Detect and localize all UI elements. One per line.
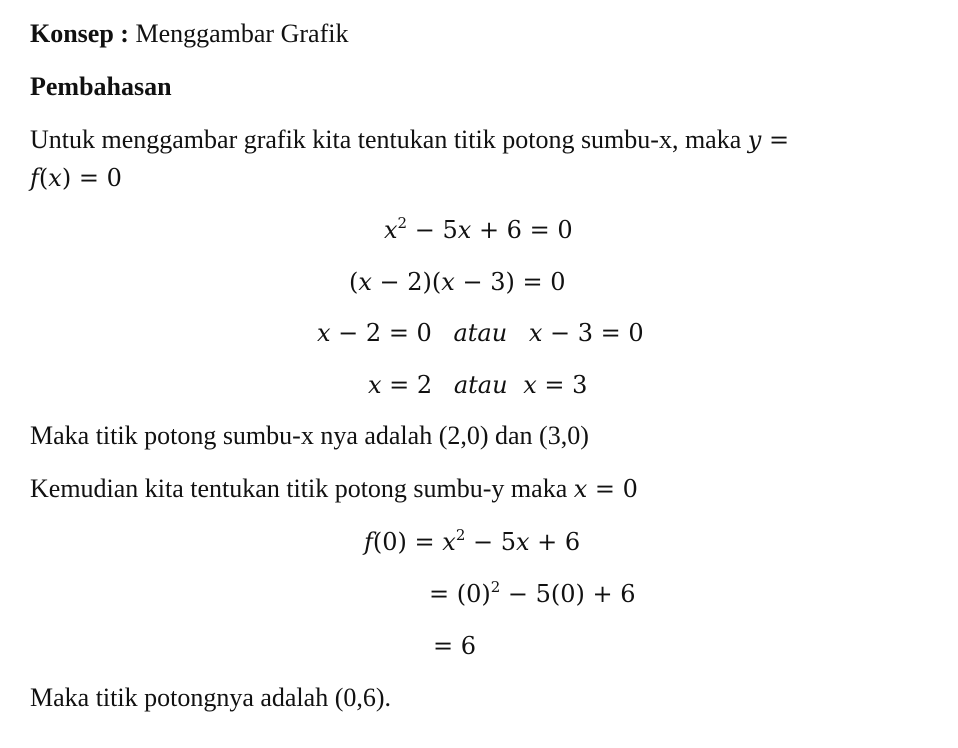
eq-x-var: x: [384, 216, 398, 244]
eval-minus5: − 5: [465, 528, 516, 556]
konsep-value: Menggambar Grafik: [135, 19, 349, 48]
solve1-atau: atau: [453, 319, 508, 347]
eq-minus-5: − 5: [414, 216, 458, 244]
intro-math-y: [748, 126, 789, 154]
eval-f0: (0) =: [372, 528, 435, 556]
result-y-intercept: Maka titik potongnya adalah (0,6).: [30, 683, 392, 712]
eq-x-var-2: x: [457, 216, 472, 244]
equation-solve-1: [317, 318, 644, 348]
solve2-x1: x: [368, 371, 382, 399]
eq-exponent: 2: [397, 214, 408, 232]
factor-mid: − 2)(: [371, 268, 442, 296]
solve1-x1: x: [317, 319, 331, 347]
solve2-b: = 3: [536, 371, 588, 399]
konsep-line: [30, 19, 348, 49]
intro-text: Untuk menggambar grafik kita tentukan titik potong sumbu-x, maka: [30, 125, 742, 154]
eval2-exp: 2: [490, 578, 501, 596]
intro-y-eq: = 0: [587, 475, 638, 503]
intro-y-math: [574, 475, 638, 503]
equation-eval-3: = 6: [433, 632, 477, 660]
intro-x-var: x: [48, 164, 62, 192]
pembahasan-heading: Pembahasan: [30, 72, 172, 101]
eval-exp: 2: [455, 526, 466, 544]
eq-plus-6: + 6 = 0: [478, 216, 573, 244]
solve1-b: − 3 = 0: [542, 319, 644, 347]
eval-f: f: [364, 528, 373, 556]
intro-f-var: f: [30, 164, 39, 192]
factor-open: (: [349, 268, 359, 296]
factor-end: − 3) = 0: [454, 268, 566, 296]
intro-eq-zero: = 0: [78, 164, 122, 192]
intro-line-1: [30, 125, 789, 155]
solve2-a: = 2: [381, 371, 433, 399]
equation-eval-2: [429, 579, 636, 609]
result-x-intercept: Maka titik potong sumbu-x nya adalah (2,0) dan (3,0): [30, 421, 589, 450]
intro-close-paren: ): [61, 164, 72, 192]
intro-y-text: Kemudian kita tentukan titik potong sumbu-y maka: [30, 474, 568, 503]
konsep-label: Konsep :: [30, 19, 129, 48]
eval-x2: x: [516, 528, 530, 556]
equation-quadratic: [384, 215, 573, 245]
factor-x2: x: [441, 268, 455, 296]
eval-plus6: + 6: [529, 528, 581, 556]
equation-factor: [349, 267, 565, 297]
intro-y-line: [30, 474, 638, 504]
solve2-x2: x: [523, 371, 537, 399]
solve1-x2: x: [528, 319, 543, 347]
intro-line-2: [30, 163, 122, 193]
eval-x: x: [442, 528, 456, 556]
solve1-a: − 2 = 0: [330, 319, 432, 347]
equation-eval-1: [364, 527, 580, 557]
intro-y-x: x: [573, 475, 588, 503]
eval2-b: − 5(0) + 6: [500, 580, 636, 608]
eval2-a: = (0): [429, 580, 491, 608]
intro-eq-sign: =: [768, 126, 790, 154]
intro-y-var: y: [747, 126, 762, 154]
equation-solve-2: [368, 370, 587, 400]
solve2-atau: atau: [453, 371, 508, 399]
factor-x1: x: [358, 268, 372, 296]
intro-open-paren: (: [38, 164, 49, 192]
